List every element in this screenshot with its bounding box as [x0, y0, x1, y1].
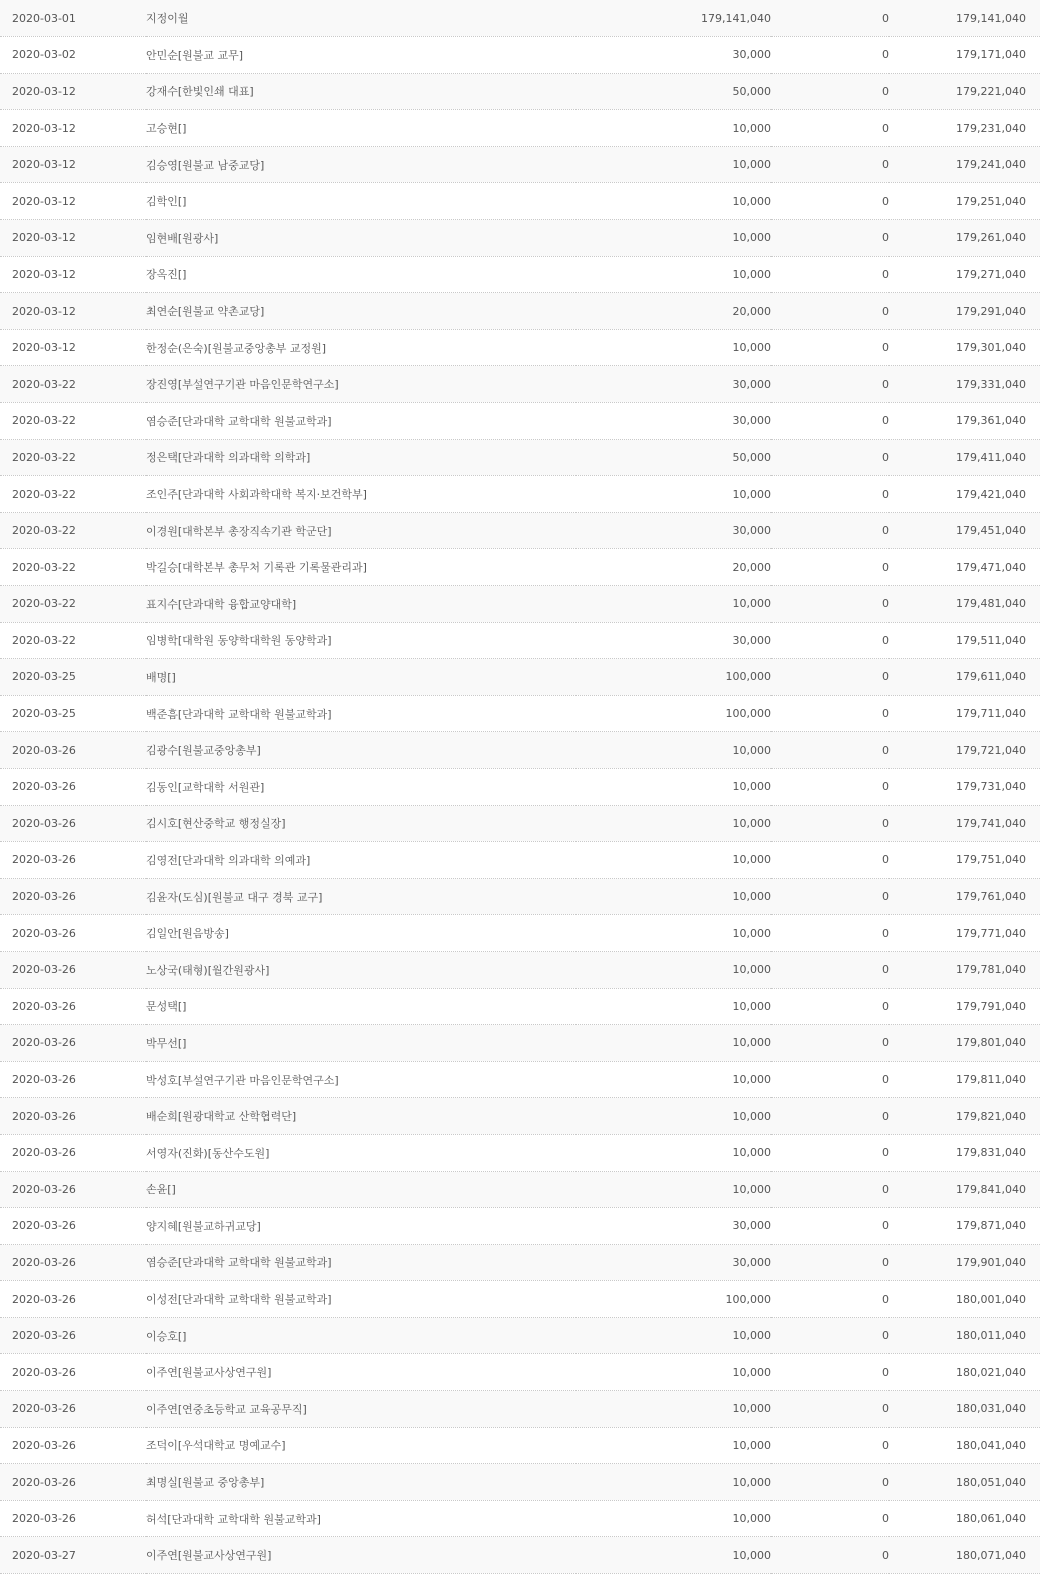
- row-balance: 179,741,040: [889, 805, 1040, 842]
- row-income: 30,000: [576, 1208, 771, 1245]
- row-expense: 0: [771, 842, 889, 879]
- row-date: 2020-03-26: [0, 1061, 146, 1098]
- row-donor: 김윤자(도심)[원불교 대구 경북 교구]: [146, 878, 576, 915]
- row-balance: 179,171,040: [889, 37, 1040, 74]
- row-expense: 0: [771, 659, 889, 696]
- row-date: 2020-03-25: [0, 695, 146, 732]
- table-row: [0, 183, 1040, 220]
- row-donor: 백준흠[단과대학 교학대학 원불교학과]: [146, 695, 576, 732]
- row-date: 2020-03-26: [0, 1354, 146, 1391]
- row-balance: 179,841,040: [889, 1171, 1040, 1208]
- row-balance: 179,721,040: [889, 732, 1040, 769]
- row-balance: 179,791,040: [889, 988, 1040, 1025]
- row-donor: 손윤[]: [146, 1171, 576, 1208]
- row-donor: 조인주[단과대학 사회과학대학 복지·보건학부]: [146, 476, 576, 513]
- row-expense: 0: [771, 951, 889, 988]
- table-row: [0, 293, 1040, 330]
- row-balance: 179,141,040: [889, 0, 1040, 37]
- row-income: 10,000: [576, 256, 771, 293]
- table-row: [0, 110, 1040, 147]
- row-balance: 179,271,040: [889, 256, 1040, 293]
- row-date: 2020-03-22: [0, 366, 146, 403]
- row-income: 10,000: [576, 732, 771, 769]
- row-income: 10,000: [576, 1025, 771, 1062]
- row-income: 30,000: [576, 512, 771, 549]
- table-row: [0, 1391, 1040, 1428]
- row-date: 2020-03-26: [0, 768, 146, 805]
- row-expense: 0: [771, 1281, 889, 1318]
- row-expense: 0: [771, 1500, 889, 1537]
- table-row: [0, 1537, 1040, 1574]
- row-expense: 0: [771, 512, 889, 549]
- row-expense: 0: [771, 695, 889, 732]
- row-expense: 0: [771, 732, 889, 769]
- table-row: [0, 1427, 1040, 1464]
- row-date: 2020-03-27: [0, 1537, 146, 1574]
- table-row: [0, 1098, 1040, 1135]
- row-income: 50,000: [576, 73, 771, 110]
- row-expense: 0: [771, 1391, 889, 1428]
- row-expense: 0: [771, 1061, 889, 1098]
- row-income: 10,000: [576, 805, 771, 842]
- row-balance: 179,751,040: [889, 842, 1040, 879]
- row-expense: 0: [771, 1537, 889, 1574]
- row-donor: 최명실[원불교 중앙총부]: [146, 1464, 576, 1501]
- row-income: 10,000: [576, 586, 771, 623]
- table-row: [0, 1244, 1040, 1281]
- row-balance: 180,061,040: [889, 1500, 1040, 1537]
- row-donor: 한정순(은숙)[원불교중앙총부 교정원]: [146, 329, 576, 366]
- table-row: [0, 220, 1040, 257]
- row-expense: 0: [771, 256, 889, 293]
- row-income: 10,000: [576, 1061, 771, 1098]
- table-row: [0, 842, 1040, 879]
- table-row: [0, 329, 1040, 366]
- row-income: 30,000: [576, 37, 771, 74]
- table-row: [0, 37, 1040, 74]
- row-donor: 정은택[단과대학 의과대학 의학과]: [146, 439, 576, 476]
- row-balance: 179,611,040: [889, 659, 1040, 696]
- row-income: 10,000: [576, 915, 771, 952]
- row-date: 2020-03-26: [0, 951, 146, 988]
- row-date: 2020-03-12: [0, 293, 146, 330]
- row-donor: 김광수[원불교중앙총부]: [146, 732, 576, 769]
- row-expense: 0: [771, 988, 889, 1025]
- row-balance: 179,361,040: [889, 403, 1040, 440]
- row-donor: 김일안[원음방송]: [146, 915, 576, 952]
- row-expense: 0: [771, 878, 889, 915]
- row-income: 10,000: [576, 768, 771, 805]
- row-donor: 안민순[원불교 교무]: [146, 37, 576, 74]
- row-balance: 180,011,040: [889, 1317, 1040, 1354]
- row-donor: 임현배[원광사]: [146, 220, 576, 257]
- row-date: 2020-03-26: [0, 1098, 146, 1135]
- table-row: [0, 403, 1040, 440]
- row-donor: 지정이월: [146, 0, 576, 37]
- table-row: [0, 73, 1040, 110]
- row-income: 10,000: [576, 1391, 771, 1428]
- row-balance: 179,871,040: [889, 1208, 1040, 1245]
- row-income: 30,000: [576, 366, 771, 403]
- row-date: 2020-03-26: [0, 1427, 146, 1464]
- row-expense: 0: [771, 549, 889, 586]
- table-row: [0, 1208, 1040, 1245]
- row-date: 2020-03-12: [0, 183, 146, 220]
- row-income: 10,000: [576, 476, 771, 513]
- table-row: [0, 805, 1040, 842]
- row-income: 10,000: [576, 1500, 771, 1537]
- row-donor: 이주연[원불교사상연구원]: [146, 1537, 576, 1574]
- table-row: [0, 1500, 1040, 1537]
- row-donor: 배순희[원광대학교 산학협력단]: [146, 1098, 576, 1135]
- row-date: 2020-03-22: [0, 512, 146, 549]
- row-income: 10,000: [576, 220, 771, 257]
- row-balance: 179,761,040: [889, 878, 1040, 915]
- row-expense: 0: [771, 476, 889, 513]
- table-row: [0, 732, 1040, 769]
- row-income: 10,000: [576, 878, 771, 915]
- row-income: 10,000: [576, 329, 771, 366]
- row-expense: 0: [771, 1171, 889, 1208]
- row-donor: 이경원[대학본부 총장직속기관 학군단]: [146, 512, 576, 549]
- table-row: [0, 549, 1040, 586]
- row-income: 10,000: [576, 1537, 771, 1574]
- row-donor: 김학인[]: [146, 183, 576, 220]
- row-donor: 장옥진[]: [146, 256, 576, 293]
- row-date: 2020-03-26: [0, 1134, 146, 1171]
- row-income: 10,000: [576, 842, 771, 879]
- row-expense: 0: [771, 1134, 889, 1171]
- table-row: [0, 1025, 1040, 1062]
- row-date: 2020-03-12: [0, 256, 146, 293]
- row-expense: 0: [771, 37, 889, 74]
- row-income: 100,000: [576, 695, 771, 732]
- row-donor: 염승준[단과대학 교학대학 원불교학과]: [146, 403, 576, 440]
- row-expense: 0: [771, 1317, 889, 1354]
- table-row: [0, 695, 1040, 732]
- row-balance: 179,291,040: [889, 293, 1040, 330]
- row-income: 179,141,040: [576, 0, 771, 37]
- row-date: 2020-03-26: [0, 732, 146, 769]
- row-donor: 노상국(태형)[월간원광사]: [146, 951, 576, 988]
- row-expense: 0: [771, 1025, 889, 1062]
- row-balance: 179,231,040: [889, 110, 1040, 147]
- row-income: 20,000: [576, 293, 771, 330]
- row-income: 10,000: [576, 951, 771, 988]
- row-date: 2020-03-26: [0, 878, 146, 915]
- row-income: 10,000: [576, 1134, 771, 1171]
- row-expense: 0: [771, 1427, 889, 1464]
- row-income: 20,000: [576, 549, 771, 586]
- row-date: 2020-03-01: [0, 0, 146, 37]
- table-row: [0, 622, 1040, 659]
- table-row: [0, 366, 1040, 403]
- row-donor: 문성택[]: [146, 988, 576, 1025]
- row-income: 50,000: [576, 439, 771, 476]
- row-date: 2020-03-26: [0, 1464, 146, 1501]
- row-balance: 179,511,040: [889, 622, 1040, 659]
- row-donor: 고승현[]: [146, 110, 576, 147]
- row-date: 2020-03-12: [0, 220, 146, 257]
- row-donor: 김승영[원불교 남중교당]: [146, 146, 576, 183]
- row-expense: 0: [771, 73, 889, 110]
- row-balance: 180,031,040: [889, 1391, 1040, 1428]
- row-expense: 0: [771, 1464, 889, 1501]
- row-balance: 179,421,040: [889, 476, 1040, 513]
- table-row: [0, 1354, 1040, 1391]
- row-income: 10,000: [576, 1098, 771, 1135]
- row-expense: 0: [771, 622, 889, 659]
- row-income: 30,000: [576, 622, 771, 659]
- table-row: [0, 1171, 1040, 1208]
- row-balance: 179,901,040: [889, 1244, 1040, 1281]
- row-expense: 0: [771, 805, 889, 842]
- row-expense: 0: [771, 768, 889, 805]
- row-date: 2020-03-26: [0, 1171, 146, 1208]
- table-row: [0, 1317, 1040, 1354]
- row-balance: 179,771,040: [889, 915, 1040, 952]
- row-donor: 김시호[현산중학교 행정실장]: [146, 805, 576, 842]
- row-donor: 염승준[단과대학 교학대학 원불교학과]: [146, 1244, 576, 1281]
- row-balance: 179,481,040: [889, 586, 1040, 623]
- row-income: 30,000: [576, 1244, 771, 1281]
- row-balance: 179,221,040: [889, 73, 1040, 110]
- row-date: 2020-03-26: [0, 1317, 146, 1354]
- row-date: 2020-03-22: [0, 439, 146, 476]
- row-expense: 0: [771, 439, 889, 476]
- row-expense: 0: [771, 403, 889, 440]
- table-row: [0, 1464, 1040, 1501]
- row-expense: 0: [771, 0, 889, 37]
- row-date: 2020-03-26: [0, 988, 146, 1025]
- row-expense: 0: [771, 1098, 889, 1135]
- row-date: 2020-03-12: [0, 146, 146, 183]
- table-row: [0, 146, 1040, 183]
- row-date: 2020-03-22: [0, 403, 146, 440]
- row-date: 2020-03-22: [0, 622, 146, 659]
- row-balance: 179,471,040: [889, 549, 1040, 586]
- row-donor: 조덕이[우석대학교 명예교수]: [146, 1427, 576, 1464]
- row-donor: 이성전[단과대학 교학대학 원불교학과]: [146, 1281, 576, 1318]
- row-balance: 180,051,040: [889, 1464, 1040, 1501]
- row-date: 2020-03-12: [0, 73, 146, 110]
- row-balance: 179,801,040: [889, 1025, 1040, 1062]
- row-income: 10,000: [576, 988, 771, 1025]
- row-balance: 179,411,040: [889, 439, 1040, 476]
- row-income: 10,000: [576, 1427, 771, 1464]
- table-row: [0, 476, 1040, 513]
- row-balance: 179,811,040: [889, 1061, 1040, 1098]
- row-date: 2020-03-02: [0, 37, 146, 74]
- row-donor: 박성호[부설연구기관 마음인문학연구소]: [146, 1061, 576, 1098]
- table-row: [0, 878, 1040, 915]
- table-row: [0, 256, 1040, 293]
- row-balance: 179,251,040: [889, 183, 1040, 220]
- row-date: 2020-03-26: [0, 1244, 146, 1281]
- row-balance: 179,301,040: [889, 329, 1040, 366]
- row-donor: 박무선[]: [146, 1025, 576, 1062]
- row-balance: 179,451,040: [889, 512, 1040, 549]
- row-date: 2020-03-26: [0, 1391, 146, 1428]
- row-balance: 180,071,040: [889, 1537, 1040, 1574]
- table-row: [0, 439, 1040, 476]
- row-donor: 이주연[연중초등학교 교육공무직]: [146, 1391, 576, 1428]
- row-donor: 이주연[원불교사상연구원]: [146, 1354, 576, 1391]
- table-row: [0, 1134, 1040, 1171]
- row-income: 100,000: [576, 1281, 771, 1318]
- row-expense: 0: [771, 1354, 889, 1391]
- row-donor: 장진영[부설연구기관 마음인문학연구소]: [146, 366, 576, 403]
- row-expense: 0: [771, 293, 889, 330]
- table-row: [0, 1281, 1040, 1318]
- row-date: 2020-03-26: [0, 915, 146, 952]
- row-donor: 최연순[원불교 약촌교당]: [146, 293, 576, 330]
- row-date: 2020-03-25: [0, 659, 146, 696]
- row-donor: 이승호[]: [146, 1317, 576, 1354]
- row-donor: 박길승[대학본부 총무처 기록관 기록물관리과]: [146, 549, 576, 586]
- row-date: 2020-03-12: [0, 110, 146, 147]
- row-balance: 180,041,040: [889, 1427, 1040, 1464]
- table-row: [0, 586, 1040, 623]
- row-date: 2020-03-26: [0, 1025, 146, 1062]
- row-income: 10,000: [576, 183, 771, 220]
- row-expense: 0: [771, 220, 889, 257]
- row-expense: 0: [771, 915, 889, 952]
- row-expense: 0: [771, 329, 889, 366]
- row-balance: 179,261,040: [889, 220, 1040, 257]
- row-income: 10,000: [576, 1464, 771, 1501]
- table-row: [0, 1061, 1040, 1098]
- row-expense: 0: [771, 146, 889, 183]
- row-date: 2020-03-26: [0, 842, 146, 879]
- table-row: [0, 0, 1040, 37]
- row-date: 2020-03-26: [0, 1500, 146, 1537]
- row-expense: 0: [771, 586, 889, 623]
- row-date: 2020-03-12: [0, 329, 146, 366]
- row-balance: 179,781,040: [889, 951, 1040, 988]
- row-income: 10,000: [576, 110, 771, 147]
- row-date: 2020-03-26: [0, 1208, 146, 1245]
- row-date: 2020-03-22: [0, 586, 146, 623]
- row-income: 10,000: [576, 1354, 771, 1391]
- row-balance: 179,731,040: [889, 768, 1040, 805]
- row-donor: 배명[]: [146, 659, 576, 696]
- row-income: 30,000: [576, 403, 771, 440]
- row-expense: 0: [771, 1244, 889, 1281]
- row-balance: 179,831,040: [889, 1134, 1040, 1171]
- row-donor: 김동인[교학대학 서원관]: [146, 768, 576, 805]
- row-income: 10,000: [576, 146, 771, 183]
- row-date: 2020-03-22: [0, 549, 146, 586]
- row-date: 2020-03-26: [0, 1281, 146, 1318]
- row-income: 10,000: [576, 1171, 771, 1208]
- row-donor: 양지혜[원불교하귀교당]: [146, 1208, 576, 1245]
- row-balance: 179,241,040: [889, 146, 1040, 183]
- row-expense: 0: [771, 183, 889, 220]
- row-donor: 허석[단과대학 교학대학 원불교학과]: [146, 1500, 576, 1537]
- table-row: [0, 915, 1040, 952]
- row-income: 10,000: [576, 1317, 771, 1354]
- row-balance: 180,001,040: [889, 1281, 1040, 1318]
- row-expense: 0: [771, 1208, 889, 1245]
- table-row: [0, 512, 1040, 549]
- table-row: [0, 988, 1040, 1025]
- row-expense: 0: [771, 366, 889, 403]
- table-row: [0, 659, 1040, 696]
- row-balance: 179,821,040: [889, 1098, 1040, 1135]
- row-donor: 임병학[대학원 동양학대학원 동양학과]: [146, 622, 576, 659]
- row-donor: 서영자(진화)[동산수도원]: [146, 1134, 576, 1171]
- row-income: 100,000: [576, 659, 771, 696]
- row-balance: 180,021,040: [889, 1354, 1040, 1391]
- row-donor: 강재수[한빛인쇄 대표]: [146, 73, 576, 110]
- row-donor: 표지수[단과대학 융합교양대학]: [146, 586, 576, 623]
- table-row: [0, 768, 1040, 805]
- row-donor: 김영전[단과대학 의과대학 의예과]: [146, 842, 576, 879]
- row-balance: 179,711,040: [889, 695, 1040, 732]
- row-date: 2020-03-22: [0, 476, 146, 513]
- table-row: [0, 951, 1040, 988]
- row-date: 2020-03-26: [0, 805, 146, 842]
- row-expense: 0: [771, 110, 889, 147]
- row-balance: 179,331,040: [889, 366, 1040, 403]
